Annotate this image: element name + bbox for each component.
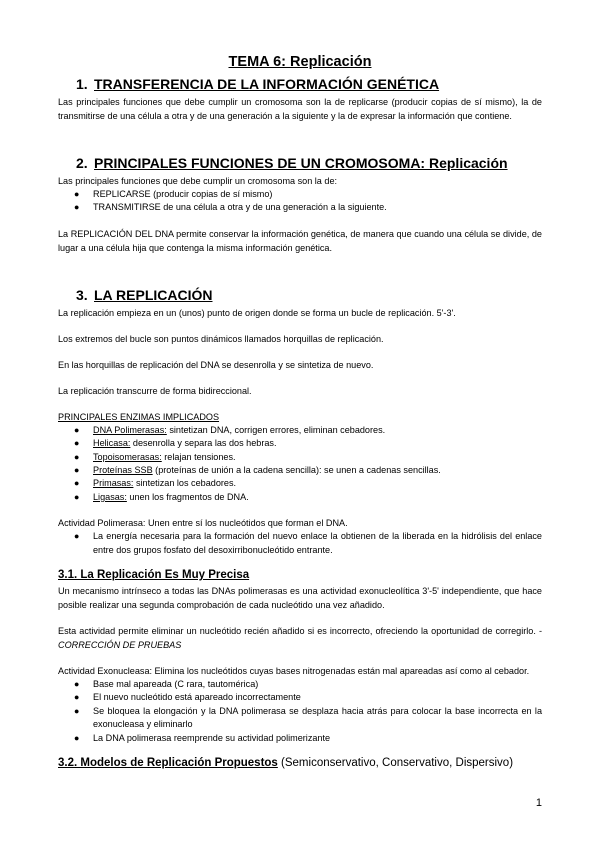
list-item xyxy=(58,437,542,450)
section-2-paragraph: La REPLICACIÓN DEL DNA permite conservar la información genética, de manera que cuando una célula se divide, de lugar a una célula hija que contenga la misma información genética. xyxy=(58,228,542,253)
list-item xyxy=(58,678,542,691)
polymerase-activity-list xyxy=(58,530,542,557)
section-3-heading xyxy=(58,287,542,303)
section-3-p1: La replicación empieza en un (unos) punto de origen donde se forma un bucle de replicación. 5'-3'. xyxy=(58,307,456,318)
list-item xyxy=(58,464,542,477)
list-item xyxy=(58,732,542,745)
bullet-icon: ● xyxy=(74,692,80,703)
section-2-heading xyxy=(58,155,542,171)
section-1-paragraph: Las principales funciones que debe cumplir un cromosoma son la de replicarse (producir copias de sí mismo), la de transmitirse de una célula a otra y de una generación a la siguiente y la de expresar la información que contiene. xyxy=(58,97,542,121)
section-2-number: 2. xyxy=(76,155,88,171)
list-item-text: Base mal apareada (C rara, tautomérica) xyxy=(93,679,259,690)
bullet-icon: ● xyxy=(74,465,80,476)
section-1-title: TRANSFERENCIA DE LA INFORMACIÓN GENÉTICA xyxy=(94,76,440,92)
enzymes-list xyxy=(58,424,542,504)
bullet-icon: ● xyxy=(74,705,80,716)
section-2-list xyxy=(58,188,542,215)
list-item xyxy=(58,491,542,504)
p2-italic-text: CORRECCIÓN DE PRUEBAS xyxy=(58,640,182,651)
title-main: Replicación xyxy=(290,54,372,70)
section-3-1-p2 xyxy=(58,624,542,652)
section-3-1-p1: Un mecanismo intrínseco a todas las DNAs polimerasas es una actividad exonucleolítica 3'-5' independiente, que hace posible realizar una segunda comprobación de cada nucleótido una vez añadido. xyxy=(58,586,542,611)
section-3-p4: La replicación transcurre de forma bidireccional. xyxy=(58,385,252,396)
enzyme-name: Topoisomerasas: xyxy=(93,451,162,462)
bullet-icon: ● xyxy=(74,531,80,542)
p2-main-text: Esta actividad permite eliminar un nucleótido recién añadido si es incorrecto, ofreciendo la oportunidad de corregirlo. - xyxy=(58,626,542,637)
list-item-text: El nuevo nucleótido está apareado incorrectamente xyxy=(93,692,301,703)
section-3-p3: En las horquillas de replicación del DNA se desenrolla y se sintetiza de nuevo. xyxy=(58,359,374,370)
enzyme-name: DNA Polimerasas: xyxy=(93,424,167,435)
list-item-text: La DNA polimerasa reemprende su actividad polimerizante xyxy=(93,732,331,743)
section-3-2-title: 3.2. Modelos de Replicación Propuestos xyxy=(58,757,278,770)
section-3-1-title: 3.1. La Replicación Es Muy Precisa xyxy=(58,569,250,582)
bullet-icon: ● xyxy=(74,202,80,213)
enzyme-name: Ligasas: xyxy=(93,491,127,502)
polymerase-activity: Actividad Polimerasa: Unen entre sí los nucleótidos que forman el DNA. xyxy=(58,518,348,529)
section-3-p2: Los extremos del bucle son puntos dinámicos llamados horquillas de replicación. xyxy=(58,333,384,344)
enzyme-desc: relajan tensiones. xyxy=(161,451,236,462)
section-2-intro: Las principales funciones que debe cumplir un cromosoma son la de: xyxy=(58,176,338,186)
bullet-icon: ● xyxy=(74,491,80,502)
section-1-heading xyxy=(58,76,542,92)
bullet-icon: ● xyxy=(74,732,80,743)
enzymes-heading: PRINCIPALES ENZIMAS IMPLICADOS xyxy=(58,411,220,422)
list-item xyxy=(58,451,542,464)
bullet-icon: ● xyxy=(74,189,80,199)
section-3-2-heading xyxy=(58,757,542,769)
list-item-text: TRANSMITIRSE de una célula a otra y de una generación a la siguiente. xyxy=(93,202,387,213)
list-item xyxy=(58,691,542,704)
enzyme-desc: unen los fragmentos de DNA. xyxy=(126,491,249,502)
bullet-icon: ● xyxy=(74,451,80,462)
list-item xyxy=(58,530,542,557)
section-3-2-subtitle: (Semiconservativo, Conservativo, Dispersivo) xyxy=(277,757,514,770)
list-item xyxy=(58,705,542,732)
list-item xyxy=(58,201,542,214)
section-2-title: PRINCIPALES FUNCIONES DE UN CROMOSOMA: Replicación xyxy=(94,155,508,171)
section-3-title: LA REPLICACIÓN xyxy=(94,286,213,303)
list-item-text: REPLICARSE (producir copias de sí mismo) xyxy=(93,189,273,199)
bullet-icon: ● xyxy=(74,424,80,435)
document-title xyxy=(58,54,542,70)
bullet-icon: ● xyxy=(74,438,80,449)
enzyme-desc: sintetizan los cebadores. xyxy=(133,478,237,489)
list-item xyxy=(58,424,542,437)
exonuclease-list xyxy=(58,678,542,745)
list-item-text: La energía necesaria para la formación del nuevo enlace la obtienen de la liberada en la hidrólisis del enlace entre dos grupos fosfato del desoxirribonucleótido entrante. xyxy=(93,531,542,555)
enzyme-name: Proteínas SSB xyxy=(93,465,153,476)
list-item xyxy=(58,188,542,201)
enzyme-desc: desenrolla y separa las dos hebras. xyxy=(130,438,277,449)
title-prefix: TEMA 6: xyxy=(228,54,291,70)
bullet-icon: ● xyxy=(74,478,80,489)
document-page xyxy=(58,54,542,772)
list-item-text: Se bloquea la elongación y la DNA polimerasa se desplaza hacia atrás para colocar la base incorrecta en la exonucleasa y eliminarlo xyxy=(93,705,542,730)
enzyme-name: Helicasa: xyxy=(93,438,131,449)
enzyme-desc: (proteínas de unión a la cadena sencilla): se unen a cadenas sencillas. xyxy=(152,465,441,476)
section-3-number: 3. xyxy=(76,286,88,303)
enzyme-name: Primasas: xyxy=(93,478,134,489)
section-1-number: 1. xyxy=(76,76,88,92)
page-number: 1 xyxy=(535,797,542,809)
enzyme-desc: sintetizan DNA, corrigen errores, eliminan cebadores. xyxy=(166,424,386,435)
bullet-icon: ● xyxy=(74,679,80,690)
section-3-1-p3: Actividad Exonucleasa: Elimina los nucleótidos cuyas bases nitrogenadas están mal apareadas así como al cebador. xyxy=(58,666,530,677)
list-item xyxy=(58,477,542,490)
section-3-1-heading xyxy=(58,569,542,581)
